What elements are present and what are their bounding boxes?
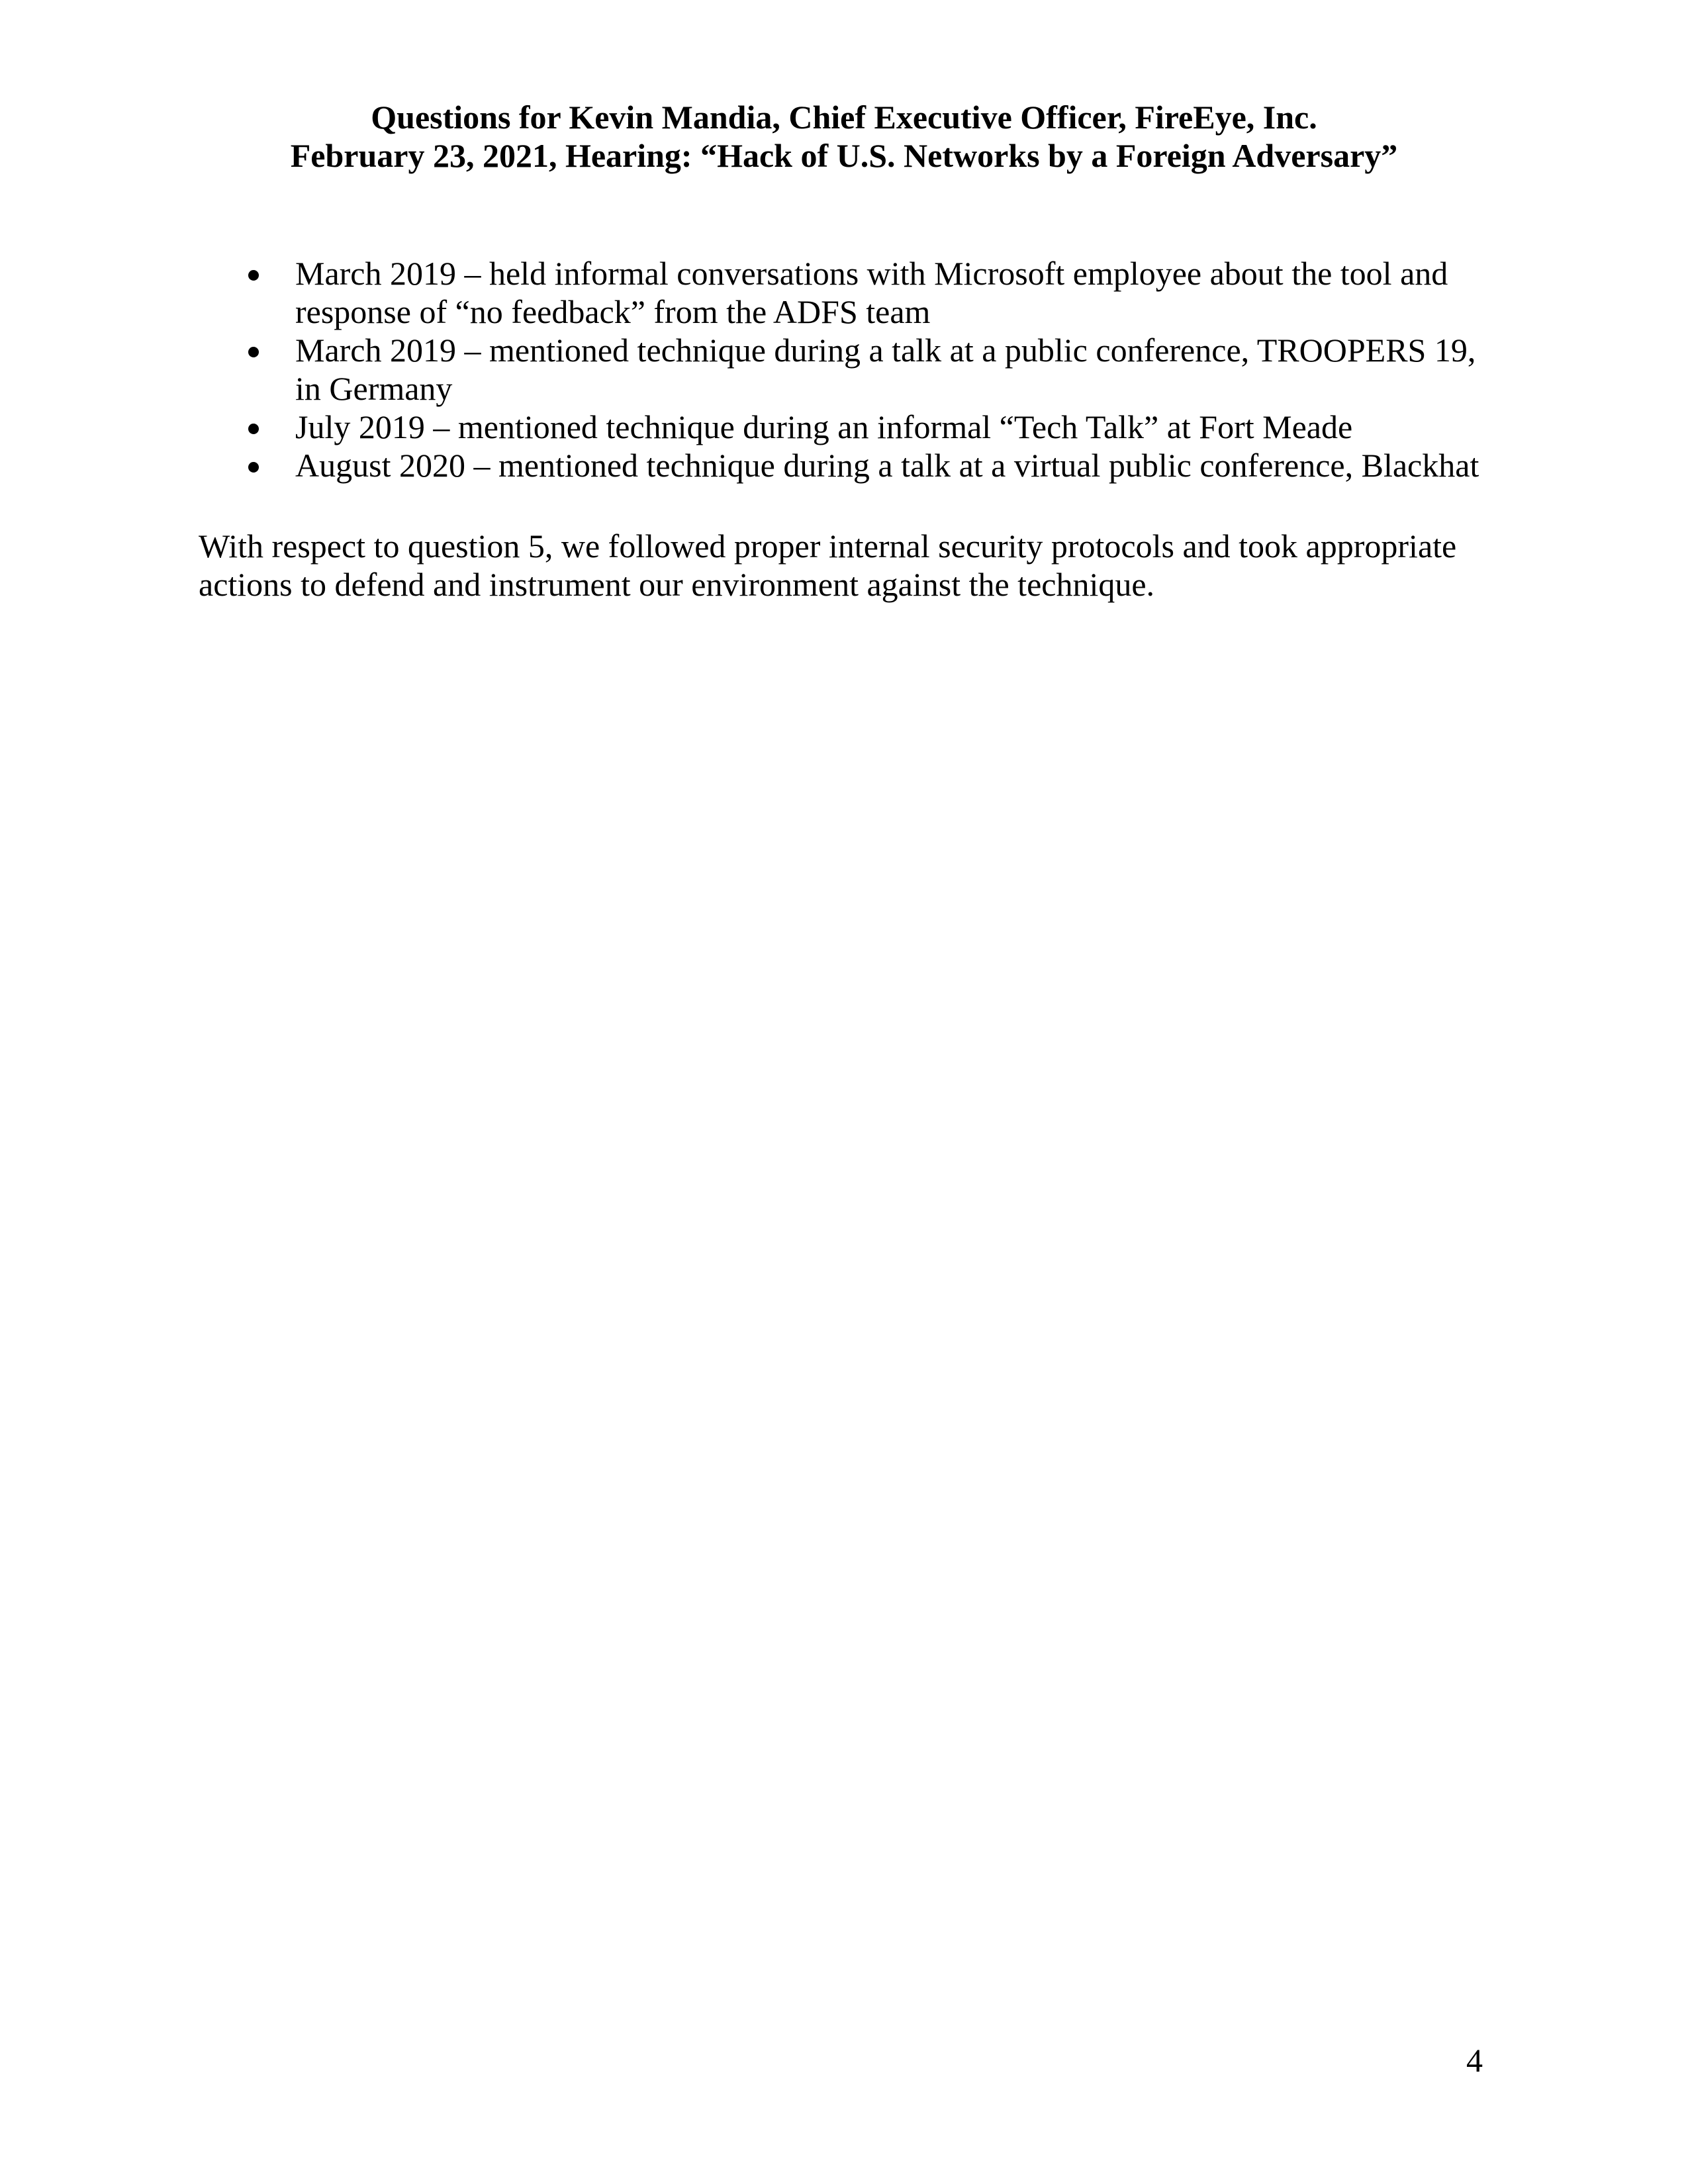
list-item (245, 446, 1503, 484)
bullet-icon (248, 462, 259, 473)
response-paragraph: With respect to question 5, we followed proper internal security protocols and took appropriate actions to defend and instrument our environment against the technique. (199, 527, 1457, 603)
list-item-text: March 2019 – held informal conversations with Microsoft employee about the tool and response of “no feedback” from the ADFS team (295, 255, 1448, 330)
list-item (245, 254, 1503, 331)
header-title-line: Questions for Kevin Mandia, Chief Executive Officer, FireEye, Inc. (371, 99, 1317, 136)
bullet-icon (248, 347, 259, 357)
list-item (245, 408, 1503, 446)
list-item-text: July 2019 – mentioned technique during an informal “Tech Talk” at Fort Meade (295, 408, 1353, 445)
list-item-text: March 2019 – mentioned technique during a talk at a public conference, TROOPERS 19, in Germany (295, 332, 1476, 407)
page-header (0, 98, 1688, 175)
bullet-icon (248, 424, 259, 434)
list-item-text: August 2020 – mentioned technique during a talk at a virtual public conference, Blackhat (295, 447, 1479, 484)
bullet-icon (248, 270, 259, 281)
list-item (245, 331, 1503, 408)
page-number: 4 (1466, 2042, 1483, 2079)
header-hearing-line: February 23, 2021, Hearing: “Hack of U.S. Networks by a Foreign Adversary” (290, 137, 1398, 174)
timeline-bullet-list (245, 254, 1503, 484)
